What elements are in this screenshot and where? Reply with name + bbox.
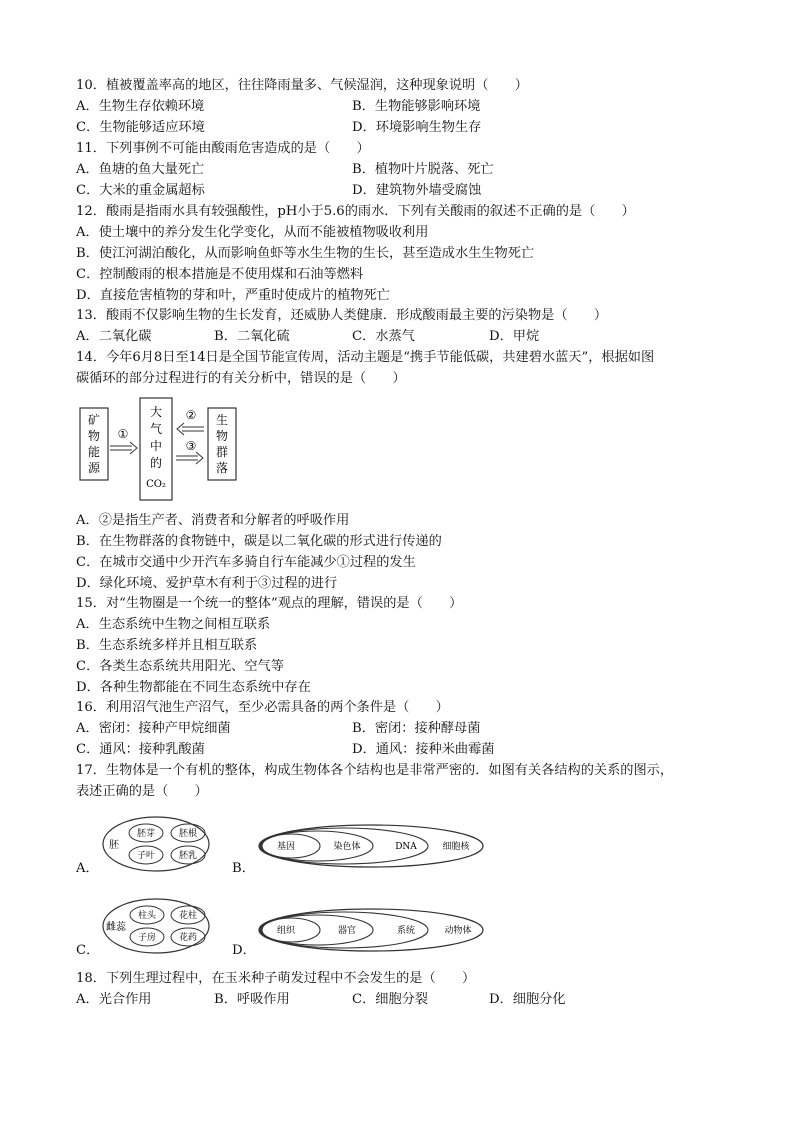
q18-option-c: C．细胞分裂 [352, 992, 429, 1007]
q14-option-d: D．绿化环境、爱护草木有利于③过程的进行 [76, 576, 338, 591]
q11-option-a: A．鱼塘的鱼大量死亡 [76, 162, 205, 177]
nucleus-label: 细胞核 [442, 842, 470, 852]
pistil-label: 雌蕊 [106, 922, 126, 933]
animal-body-label: 动物体 [444, 926, 472, 936]
q11-option-d: D．建筑物外墙受腐蚀 [352, 183, 482, 198]
arrow-3-icon [176, 452, 203, 464]
q18-stem: 18．下列生理过程中，在玉米种子萌发过程中不会发生的是（ ） [76, 971, 476, 986]
q16-option-a: A．密闭：接种产甲烷细菌 [76, 721, 231, 736]
community-char-2: 物 [215, 429, 229, 443]
q16-option-d: D．通风：接种米曲霉菌 [352, 742, 495, 757]
q13-option-d: D．甲烷 [489, 329, 540, 344]
mineral-energy-char-3: 能 [87, 445, 101, 459]
q17-stem-line1: 17．生物体是一个有机的整体，构成生物体各个结构也是非常严密的．如图有关各结构的关系的图示， [76, 763, 674, 778]
q13-option-b: B．二氧化硫 [214, 329, 290, 344]
organ-label: 器官 [337, 926, 357, 936]
q13-option-a: A．二氧化碳 [76, 329, 152, 344]
q17-option-d: D． [232, 943, 256, 958]
q17-option-a: A． [76, 861, 99, 876]
q17-option-c: C． [76, 943, 100, 958]
q14-stem-line2: 碳循环的部分过程进行的有关分析中，错误的是（ ） [76, 371, 406, 386]
q10-option-d: D．环境影响生物生存 [352, 120, 482, 135]
q16-stem: 16．利用沼气池生产沼气，至少必需具备的两个条件是（ ） [76, 700, 449, 715]
q12-stem: 12．酸雨是指雨水具有较强酸性，pH小于5.6的雨水．下列有关酸雨的叙述不正确的是（ ） [76, 204, 635, 219]
arrow-1-icon [110, 442, 137, 454]
q17-stem-line2: 表述正确的是（ ） [76, 784, 208, 799]
style-label: 花柱 [178, 911, 198, 921]
co2-char-2: 气 [149, 422, 163, 436]
q10-option-c: C．生物能够适应环境 [76, 120, 205, 135]
q16-option-b: B．密闭：接种酵母菌 [352, 721, 481, 736]
community-char-4: 落 [215, 461, 229, 475]
community-char-1: 生 [215, 413, 229, 427]
stigma-label: 柱头 [137, 911, 157, 921]
q17-diagram-b [256, 822, 488, 874]
system-label: 系统 [396, 926, 416, 936]
q18-option-b: B．呼吸作用 [214, 992, 290, 1007]
tissue-label: 组织 [276, 926, 296, 936]
arrow-2-label: ② [185, 408, 197, 422]
carbon-cycle-diagram [74, 394, 254, 510]
mineral-energy-char-1: 矿 [87, 413, 101, 427]
co2-char-1: 大 [149, 405, 163, 419]
q14-stem-line1: 14．今年6月8日至14日是全国节能宣传周，活动主题是“携手节能低碳，共建碧水蓝天”，根据如图 [76, 350, 655, 365]
q17-option-b: B． [232, 861, 255, 876]
q11-option-c: C．大米的重金属超标 [76, 183, 205, 198]
gene-label: 基因 [276, 842, 296, 852]
mineral-energy-char-2: 物 [87, 429, 101, 443]
q11-stem: 11．下列事例不可能由酸雨危害造成的是（ ） [76, 141, 370, 156]
q18-option-a: A．光合作用 [76, 992, 152, 1007]
co2-label: CO₂ [146, 479, 166, 490]
q15-stem: 15．对“生物圈是一个统一的整体”观点的理解，错误的是（ ） [76, 596, 463, 611]
q15-option-b: B．生态系统多样并且相互联系 [76, 638, 258, 653]
q11-option-b: B．植物叶片脱落、死亡 [352, 162, 494, 177]
endosperm-label: 胚乳 [178, 851, 198, 861]
arrow-1-label: ① [117, 427, 129, 441]
co2-char-4: 的 [149, 456, 163, 470]
cotyledon-label: 子叶 [136, 851, 156, 861]
q13-stem: 13．酸雨不仅影响生物的生长发育，还威胁人类健康．形成酸雨最主要的污染物是（ ） [76, 308, 608, 323]
q14-option-b: B．在生物群落的食物链中，碳是以二氧化碳的形式进行传递的 [76, 534, 442, 549]
q17-diagram-a [100, 814, 212, 878]
ovary-label: 子房 [137, 933, 157, 943]
q17-diagram-c [100, 896, 212, 960]
q17-diagram-d [256, 906, 488, 958]
radicle-label: 胚根 [178, 829, 198, 839]
chromosome-label: 染色体 [333, 842, 361, 852]
mineral-energy-char-4: 源 [87, 461, 101, 475]
anther-label: 花药 [178, 933, 198, 943]
q14-option-a: A．②是指生产者、消费者和分解者的呼吸作用 [76, 513, 350, 528]
q14-option-c: C．在城市交通中少开汽车多骑自行车能减少①过程的发生 [76, 555, 416, 570]
q12-option-d: D．直接危害植物的芽和叶，严重时使成片的植物死亡 [76, 288, 390, 303]
q16-option-c: C．通风：接种乳酸菌 [76, 742, 205, 757]
q13-option-c: C．水蒸气 [352, 329, 415, 344]
arrow-2-icon [177, 423, 204, 435]
embryo-label: 胚 [109, 840, 119, 851]
plumule-label: 胚芽 [136, 829, 156, 839]
q10-option-b: B．生物能够影响环境 [352, 99, 481, 114]
q15-option-c: C．各类生态系统共用阳光、空气等 [76, 659, 284, 674]
q12-option-c: C．控制酸雨的根本措施是不使用煤和石油等燃料 [76, 267, 364, 282]
dna-label: DNA [395, 842, 417, 852]
q18-option-d: D．细胞分化 [489, 992, 566, 1007]
co2-char-3: 中 [149, 439, 163, 453]
arrow-3-label: ③ [185, 439, 197, 453]
q10-option-a: A．生物生存依赖环境 [76, 99, 205, 114]
q12-option-b: B．使江河湖泊酸化，从而影响鱼虾等水生生物的生长，甚至造成水生生物死亡 [76, 246, 535, 261]
q10-stem: 10．植被覆盖率高的地区，往往降雨量多、气候湿润，这种现象说明（ ） [76, 78, 528, 93]
q15-option-d: D．各种生物都能在不同生态系统中存在 [76, 680, 311, 695]
q15-option-a: A．生态系统中生物之间相互联系 [76, 617, 271, 632]
community-char-3: 群 [215, 445, 229, 459]
q12-option-a: A．使土壤中的养分发生化学变化，从而不能被植物吸收利用 [76, 225, 429, 240]
